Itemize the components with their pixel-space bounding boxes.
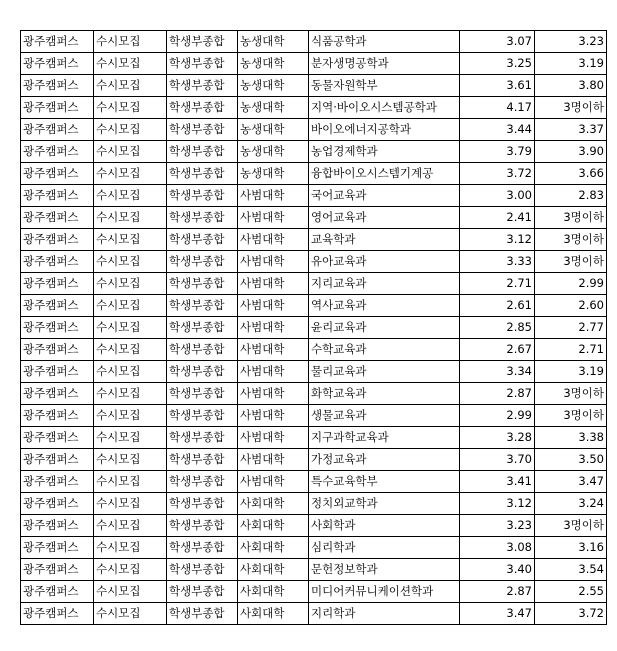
track-cell[interactable]: 학생부종합 <box>167 383 238 405</box>
admission-type-cell[interactable]: 수시모집 <box>94 515 167 537</box>
grade-value-1-cell[interactable]: 3.47 <box>460 603 535 625</box>
grade-value-2-cell[interactable]: 3.90 <box>535 141 607 163</box>
grade-value-1-cell[interactable]: 2.87 <box>460 581 535 603</box>
grade-value-2-cell[interactable]: 2.77 <box>535 317 607 339</box>
department-cell[interactable]: 융합바이오시스템기계공 <box>309 163 460 185</box>
college-cell[interactable]: 사회대학 <box>238 515 309 537</box>
grade-value-1-cell[interactable]: 3.08 <box>460 537 535 559</box>
admission-type-cell[interactable]: 수시모집 <box>94 273 167 295</box>
campus-cell[interactable]: 광주캠퍼스 <box>21 141 94 163</box>
admission-type-cell[interactable]: 수시모집 <box>94 383 167 405</box>
track-cell[interactable]: 학생부종합 <box>167 471 238 493</box>
grade-value-2-cell[interactable]: 3명이하 <box>535 251 607 273</box>
college-cell[interactable]: 사회대학 <box>238 603 309 625</box>
grade-value-1-cell[interactable]: 2.85 <box>460 317 535 339</box>
department-cell[interactable]: 역사교육과 <box>309 295 460 317</box>
college-cell[interactable]: 사범대학 <box>238 427 309 449</box>
admission-type-cell[interactable]: 수시모집 <box>94 405 167 427</box>
department-cell[interactable]: 지리학과 <box>309 603 460 625</box>
campus-cell[interactable]: 광주캠퍼스 <box>21 207 94 229</box>
grade-value-2-cell[interactable]: 3.19 <box>535 53 607 75</box>
grade-value-1-cell[interactable]: 3.34 <box>460 361 535 383</box>
admission-grade-table <box>20 30 607 625</box>
campus-cell[interactable]: 광주캠퍼스 <box>21 603 94 625</box>
grade-value-2-cell[interactable]: 3.23 <box>535 31 607 53</box>
campus-cell[interactable]: 광주캠퍼스 <box>21 581 94 603</box>
grade-value-2-cell[interactable]: 3.24 <box>535 493 607 515</box>
table-row <box>21 251 607 273</box>
department-cell[interactable]: 바이오에너지공학과 <box>309 119 460 141</box>
grade-value-1-cell[interactable]: 3.23 <box>460 515 535 537</box>
table-row <box>21 339 607 361</box>
grade-value-2-cell[interactable]: 3.16 <box>535 537 607 559</box>
department-cell[interactable]: 영어교육과 <box>309 207 460 229</box>
table-row <box>21 97 607 119</box>
track-cell[interactable]: 학생부종합 <box>167 361 238 383</box>
track-cell[interactable]: 학생부종합 <box>167 339 238 361</box>
track-cell[interactable]: 학생부종합 <box>167 119 238 141</box>
track-cell[interactable]: 학생부종합 <box>167 449 238 471</box>
department-cell[interactable]: 정치외교학과 <box>309 493 460 515</box>
track-cell[interactable]: 학생부종합 <box>167 603 238 625</box>
campus-cell[interactable]: 광주캠퍼스 <box>21 427 94 449</box>
track-cell[interactable]: 학생부종합 <box>167 97 238 119</box>
campus-cell[interactable]: 광주캠퍼스 <box>21 75 94 97</box>
department-cell[interactable]: 동물자원학부 <box>309 75 460 97</box>
campus-cell[interactable]: 광주캠퍼스 <box>21 119 94 141</box>
department-cell[interactable]: 유아교육과 <box>309 251 460 273</box>
college-cell[interactable]: 농생대학 <box>238 163 309 185</box>
grade-value-1-cell[interactable]: 2.67 <box>460 339 535 361</box>
table-row <box>21 295 607 317</box>
campus-cell[interactable]: 광주캠퍼스 <box>21 53 94 75</box>
department-cell[interactable]: 분자생명공학과 <box>309 53 460 75</box>
campus-cell[interactable]: 광주캠퍼스 <box>21 405 94 427</box>
table-row <box>21 471 607 493</box>
track-cell[interactable]: 학생부종합 <box>167 537 238 559</box>
admission-type-cell[interactable]: 수시모집 <box>94 537 167 559</box>
campus-cell[interactable]: 광주캠퍼스 <box>21 163 94 185</box>
grade-value-2-cell[interactable]: 3.80 <box>535 75 607 97</box>
track-cell[interactable]: 학생부종합 <box>167 185 238 207</box>
grade-value-2-cell[interactable]: 3.38 <box>535 427 607 449</box>
college-cell[interactable]: 농생대학 <box>238 53 309 75</box>
college-cell[interactable]: 사범대학 <box>238 449 309 471</box>
grade-value-2-cell[interactable]: 2.83 <box>535 185 607 207</box>
table-row <box>21 141 607 163</box>
grade-value-2-cell[interactable]: 2.99 <box>535 273 607 295</box>
table-row <box>21 163 607 185</box>
track-cell[interactable]: 학생부종합 <box>167 75 238 97</box>
college-cell[interactable]: 사범대학 <box>238 207 309 229</box>
college-cell[interactable]: 사범대학 <box>238 295 309 317</box>
admission-type-cell[interactable]: 수시모집 <box>94 31 167 53</box>
table-row <box>21 427 607 449</box>
college-cell[interactable]: 농생대학 <box>238 75 309 97</box>
department-cell[interactable]: 가정교육과 <box>309 449 460 471</box>
track-cell[interactable]: 학생부종합 <box>167 295 238 317</box>
track-cell[interactable]: 학생부종합 <box>167 273 238 295</box>
table-row <box>21 75 607 97</box>
track-cell[interactable]: 학생부종합 <box>167 493 238 515</box>
college-cell[interactable]: 사범대학 <box>238 229 309 251</box>
grade-value-2-cell[interactable]: 2.60 <box>535 295 607 317</box>
grade-value-1-cell[interactable]: 3.12 <box>460 493 535 515</box>
track-cell[interactable]: 학생부종합 <box>167 141 238 163</box>
grade-value-1-cell[interactable]: 3.44 <box>460 119 535 141</box>
table-row <box>21 405 607 427</box>
grade-value-2-cell[interactable]: 3.19 <box>535 361 607 383</box>
table-row <box>21 185 607 207</box>
grade-value-1-cell[interactable]: 3.41 <box>460 471 535 493</box>
table-row <box>21 317 607 339</box>
track-cell[interactable]: 학생부종합 <box>167 559 238 581</box>
grade-value-2-cell[interactable]: 3.50 <box>535 449 607 471</box>
campus-cell[interactable]: 광주캠퍼스 <box>21 383 94 405</box>
college-cell[interactable]: 농생대학 <box>238 119 309 141</box>
grade-value-2-cell[interactable]: 3.72 <box>535 603 607 625</box>
table-row <box>21 559 607 581</box>
grade-value-1-cell[interactable]: 3.40 <box>460 559 535 581</box>
grade-value-2-cell[interactable]: 3.37 <box>535 119 607 141</box>
campus-cell[interactable]: 광주캠퍼스 <box>21 559 94 581</box>
grade-value-2-cell[interactable]: 3.66 <box>535 163 607 185</box>
admission-type-cell[interactable]: 수시모집 <box>94 493 167 515</box>
college-cell[interactable]: 사회대학 <box>238 559 309 581</box>
department-cell[interactable]: 수학교육과 <box>309 339 460 361</box>
department-cell[interactable]: 교육학과 <box>309 229 460 251</box>
department-cell[interactable]: 생물교육과 <box>309 405 460 427</box>
track-cell[interactable]: 학생부종합 <box>167 229 238 251</box>
admission-type-cell[interactable]: 수시모집 <box>94 317 167 339</box>
department-cell[interactable]: 지역·바이오시스템공학과 <box>309 97 460 119</box>
track-cell[interactable]: 학생부종합 <box>167 53 238 75</box>
admission-type-cell[interactable]: 수시모집 <box>94 53 167 75</box>
grade-value-2-cell[interactable]: 2.55 <box>535 581 607 603</box>
grade-value-1-cell[interactable]: 3.25 <box>460 53 535 75</box>
department-cell[interactable]: 지리교육과 <box>309 273 460 295</box>
track-cell[interactable]: 학생부종합 <box>167 163 238 185</box>
admission-type-cell[interactable]: 수시모집 <box>94 119 167 141</box>
table-row <box>21 229 607 251</box>
track-cell[interactable]: 학생부종합 <box>167 31 238 53</box>
track-cell[interactable]: 학생부종합 <box>167 427 238 449</box>
grade-value-1-cell[interactable]: 3.07 <box>460 31 535 53</box>
campus-cell[interactable]: 광주캠퍼스 <box>21 361 94 383</box>
admission-type-cell[interactable]: 수시모집 <box>94 185 167 207</box>
grade-value-1-cell[interactable]: 2.61 <box>460 295 535 317</box>
admission-type-cell[interactable]: 수시모집 <box>94 141 167 163</box>
grade-value-2-cell[interactable]: 3명이하 <box>535 515 607 537</box>
grade-value-2-cell[interactable]: 3명이하 <box>535 229 607 251</box>
department-cell[interactable]: 문헌정보학과 <box>309 559 460 581</box>
campus-cell[interactable]: 광주캠퍼스 <box>21 493 94 515</box>
college-cell[interactable]: 사범대학 <box>238 251 309 273</box>
department-cell[interactable]: 지구과학교육과 <box>309 427 460 449</box>
grade-value-2-cell[interactable]: 2.71 <box>535 339 607 361</box>
table-row <box>21 31 607 53</box>
college-cell[interactable]: 농생대학 <box>238 31 309 53</box>
college-cell[interactable]: 사범대학 <box>238 361 309 383</box>
table-row <box>21 581 607 603</box>
campus-cell[interactable]: 광주캠퍼스 <box>21 515 94 537</box>
department-cell[interactable]: 물리교육과 <box>309 361 460 383</box>
grade-value-1-cell[interactable]: 3.12 <box>460 229 535 251</box>
grade-value-1-cell[interactable]: 3.70 <box>460 449 535 471</box>
table-row <box>21 449 607 471</box>
admission-type-cell[interactable]: 수시모집 <box>94 229 167 251</box>
campus-cell[interactable]: 광주캠퍼스 <box>21 229 94 251</box>
campus-cell[interactable]: 광주캠퍼스 <box>21 471 94 493</box>
college-cell[interactable]: 농생대학 <box>238 97 309 119</box>
campus-cell[interactable]: 광주캠퍼스 <box>21 97 94 119</box>
department-cell[interactable]: 화학교육과 <box>309 383 460 405</box>
table-row <box>21 515 607 537</box>
grade-value-1-cell[interactable]: 3.00 <box>460 185 535 207</box>
admission-type-cell[interactable]: 수시모집 <box>94 449 167 471</box>
campus-cell[interactable]: 광주캠퍼스 <box>21 251 94 273</box>
track-cell[interactable]: 학생부종합 <box>167 405 238 427</box>
table-row <box>21 53 607 75</box>
track-cell[interactable]: 학생부종합 <box>167 251 238 273</box>
campus-cell[interactable]: 광주캠퍼스 <box>21 339 94 361</box>
college-cell[interactable]: 사범대학 <box>238 471 309 493</box>
grade-value-1-cell[interactable]: 2.41 <box>460 207 535 229</box>
table-row <box>21 119 607 141</box>
college-cell[interactable]: 사회대학 <box>238 537 309 559</box>
grade-value-2-cell[interactable]: 3.47 <box>535 471 607 493</box>
department-cell[interactable]: 미디어커뮤니케이션학과 <box>309 581 460 603</box>
admission-type-cell[interactable]: 수시모집 <box>94 251 167 273</box>
campus-cell[interactable]: 광주캠퍼스 <box>21 295 94 317</box>
department-cell[interactable]: 특수교육학부 <box>309 471 460 493</box>
grade-value-1-cell[interactable]: 4.17 <box>460 97 535 119</box>
admission-type-cell[interactable]: 수시모집 <box>94 559 167 581</box>
table-row <box>21 207 607 229</box>
campus-cell[interactable]: 광주캠퍼스 <box>21 449 94 471</box>
track-cell[interactable]: 학생부종합 <box>167 207 238 229</box>
campus-cell[interactable]: 광주캠퍼스 <box>21 537 94 559</box>
grade-value-1-cell[interactable]: 3.61 <box>460 75 535 97</box>
college-cell[interactable]: 사회대학 <box>238 493 309 515</box>
grade-value-1-cell[interactable]: 2.87 <box>460 383 535 405</box>
college-cell[interactable]: 농생대학 <box>238 141 309 163</box>
grade-value-1-cell[interactable]: 3.28 <box>460 427 535 449</box>
campus-cell[interactable]: 광주캠퍼스 <box>21 31 94 53</box>
table-row <box>21 603 607 625</box>
admission-type-cell[interactable]: 수시모집 <box>94 75 167 97</box>
track-cell[interactable]: 학생부종합 <box>167 581 238 603</box>
grade-value-1-cell[interactable]: 3.72 <box>460 163 535 185</box>
admission-type-cell[interactable]: 수시모집 <box>94 339 167 361</box>
department-cell[interactable]: 심리학과 <box>309 537 460 559</box>
admission-type-cell[interactable]: 수시모집 <box>94 471 167 493</box>
grade-value-2-cell[interactable]: 3명이하 <box>535 97 607 119</box>
table-row <box>21 361 607 383</box>
department-cell[interactable]: 식품공학과 <box>309 31 460 53</box>
admission-type-cell[interactable]: 수시모집 <box>94 97 167 119</box>
admission-type-cell[interactable]: 수시모집 <box>94 603 167 625</box>
campus-cell[interactable]: 광주캠퍼스 <box>21 185 94 207</box>
college-cell[interactable]: 사범대학 <box>238 383 309 405</box>
department-cell[interactable]: 국어교육과 <box>309 185 460 207</box>
grade-value-2-cell[interactable]: 3명이하 <box>535 405 607 427</box>
college-cell[interactable]: 사범대학 <box>238 339 309 361</box>
college-cell[interactable]: 사범대학 <box>238 405 309 427</box>
spreadsheet <box>20 30 607 625</box>
track-cell[interactable]: 학생부종합 <box>167 317 238 339</box>
admission-type-cell[interactable]: 수시모집 <box>94 581 167 603</box>
track-cell[interactable]: 학생부종합 <box>167 515 238 537</box>
admission-type-cell[interactable]: 수시모집 <box>94 361 167 383</box>
department-cell[interactable]: 농업경제학과 <box>309 141 460 163</box>
table-row <box>21 493 607 515</box>
college-cell[interactable]: 사범대학 <box>238 317 309 339</box>
table-row <box>21 383 607 405</box>
admission-type-cell[interactable]: 수시모집 <box>94 427 167 449</box>
college-cell[interactable]: 사범대학 <box>238 185 309 207</box>
table-body <box>21 31 607 625</box>
department-cell[interactable]: 사회학과 <box>309 515 460 537</box>
admission-type-cell[interactable]: 수시모집 <box>94 163 167 185</box>
admission-type-cell[interactable]: 수시모집 <box>94 207 167 229</box>
grade-value-1-cell[interactable]: 3.79 <box>460 141 535 163</box>
campus-cell[interactable]: 광주캠퍼스 <box>21 273 94 295</box>
grade-value-1-cell[interactable]: 3.33 <box>460 251 535 273</box>
department-cell[interactable]: 윤리교육과 <box>309 317 460 339</box>
grade-value-1-cell[interactable]: 2.71 <box>460 273 535 295</box>
admission-type-cell[interactable]: 수시모집 <box>94 295 167 317</box>
grade-value-2-cell[interactable]: 3.54 <box>535 559 607 581</box>
campus-cell[interactable]: 광주캠퍼스 <box>21 317 94 339</box>
grade-value-2-cell[interactable]: 3명이하 <box>535 383 607 405</box>
table-row <box>21 273 607 295</box>
college-cell[interactable]: 사범대학 <box>238 273 309 295</box>
grade-value-2-cell[interactable]: 3명이하 <box>535 207 607 229</box>
college-cell[interactable]: 사회대학 <box>238 581 309 603</box>
grade-value-1-cell[interactable]: 2.99 <box>460 405 535 427</box>
table-row <box>21 537 607 559</box>
